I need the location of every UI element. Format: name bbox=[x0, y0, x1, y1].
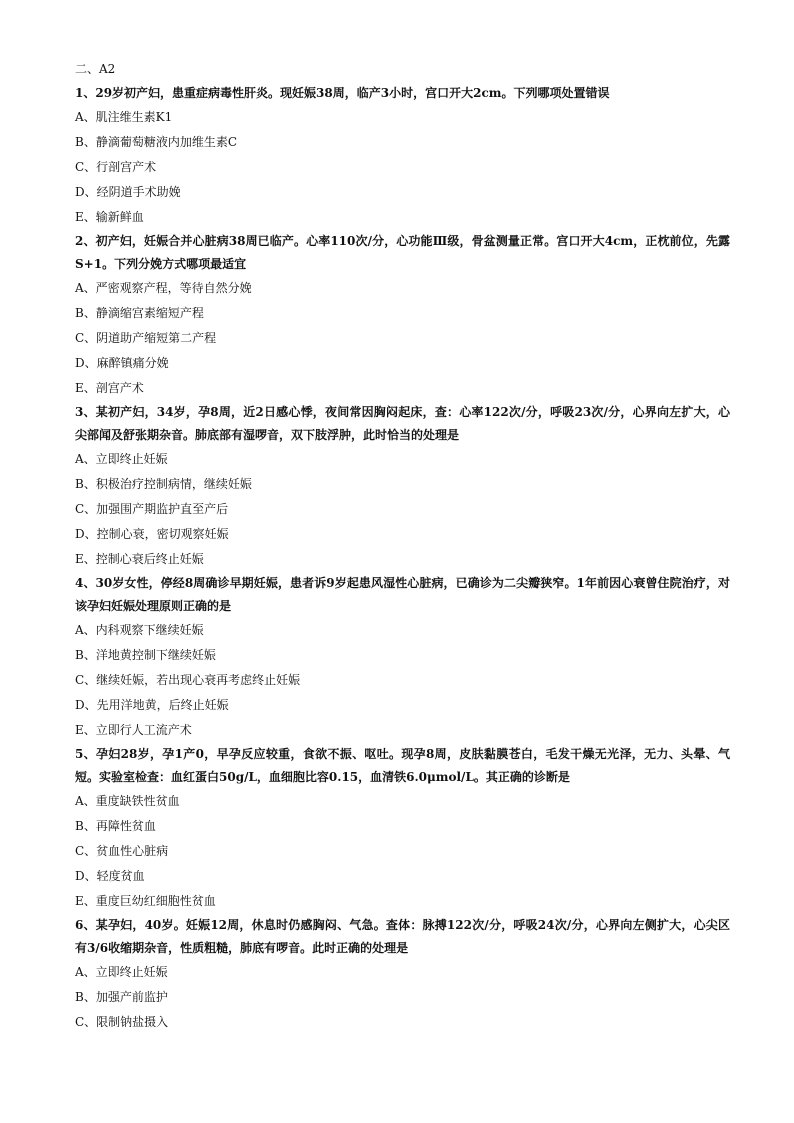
option-a: A、内科观察下继续妊娠 bbox=[75, 623, 204, 637]
option-a: A、立即终止妊娠 bbox=[75, 965, 168, 979]
option-c: C、行剖宫产术 bbox=[75, 160, 157, 174]
option-c: C、阴道助产缩短第二产程 bbox=[75, 331, 217, 345]
option-c: C、加强围产期监护直至产后 bbox=[75, 502, 229, 516]
option-c: C、继续妊娠，若出现心衰再考虑终止妊娠 bbox=[75, 673, 301, 687]
option-b: B、再障性贫血 bbox=[75, 819, 156, 833]
question-3 bbox=[75, 401, 730, 572]
option-b: B、加强产前监护 bbox=[75, 990, 168, 1004]
question-5 bbox=[75, 743, 730, 914]
option-d: D、经阴道手术助娩 bbox=[75, 185, 181, 199]
option-d: D、控制心衰，密切观察妊娠 bbox=[75, 527, 229, 541]
exam-page bbox=[75, 62, 730, 1035]
question-4 bbox=[75, 572, 730, 743]
question-stem: 6、某孕妇，40岁。妊娠12周，休息时仍感胸闷、气急。查体：脉搏122次/分，呼吸24次/分，心界向左侧扩大，心尖区有3/6收缩期杂音，性质粗糙，肺底有啰音。此时正确的处理是 bbox=[75, 918, 730, 955]
option-c: C、贫血性心脏病 bbox=[75, 844, 169, 858]
question-stem: 5、孕妇28岁，孕1产0，早孕反应较重，食欲不振、呕吐。现孕8周，皮肤黏膜苍白，毛发干燥无光泽，无力、头晕、气短。实验室检查：血红蛋白50g/L，血细胞比容0.15，血清铁6.0μmol/L。其正确的诊断是 bbox=[75, 747, 730, 784]
question-6 bbox=[75, 914, 730, 1035]
section-title: 二、A2 bbox=[75, 62, 116, 76]
question-2 bbox=[75, 230, 730, 401]
option-a: A、立即终止妊娠 bbox=[75, 452, 168, 466]
option-b: B、静滴缩宫素缩短产程 bbox=[75, 306, 204, 320]
option-b: B、静滴葡萄糖液内加维生素C bbox=[75, 135, 238, 149]
option-e: E、输新鲜血 bbox=[75, 210, 144, 224]
option-e: E、立即行人工流产术 bbox=[75, 723, 192, 737]
option-d: D、轻度贫血 bbox=[75, 869, 145, 883]
question-stem: 3、某初产妇，34岁，孕8周，近2日感心悸，夜间常因胸闷起床，查：心率122次/分，呼吸23次/分，心界向左扩大，心尖部闻及舒张期杂音。肺底部有湿啰音，双下肢浮肿，此时恰当的处理是 bbox=[75, 405, 730, 442]
option-c: C、限制钠盐摄入 bbox=[75, 1015, 169, 1029]
option-d: D、麻醉镇痛分娩 bbox=[75, 356, 169, 370]
question-1 bbox=[75, 82, 730, 230]
question-stem: 4、30岁女性，停经8周确诊早期妊娠，患者诉9岁起患风湿性心脏病，已确诊为二尖瓣狭窄。1年前因心衰曾住院治疗，对该孕妇妊娠处理原则正确的是 bbox=[75, 576, 730, 613]
option-a: A、严密观察产程，等待自然分娩 bbox=[75, 281, 252, 295]
question-stem: 2、初产妇，妊娠合并心脏病38周已临产。心率110次/分，心功能Ⅲ级，骨盆测量正常。宫口开大4cm，正枕前位，先露S+1。下列分娩方式哪项最适宜 bbox=[75, 234, 730, 271]
option-e: E、控制心衰后终止妊娠 bbox=[75, 552, 204, 566]
option-e: E、重度巨幼红细胞性贫血 bbox=[75, 894, 216, 908]
option-e: E、剖宫产术 bbox=[75, 381, 144, 395]
option-a: A、重度缺铁性贫血 bbox=[75, 794, 180, 808]
option-d: D、先用洋地黄，后终止妊娠 bbox=[75, 698, 229, 712]
option-a: A、肌注维生素K1 bbox=[75, 110, 173, 124]
option-b: B、积极治疗控制病情，继续妊娠 bbox=[75, 477, 252, 491]
question-stem: 1、29岁初产妇，患重症病毒性肝炎。现妊娠38周，临产3小时，宫口开大2cm。下列哪项处置错误 bbox=[75, 86, 610, 100]
option-b: B、洋地黄控制下继续妊娠 bbox=[75, 648, 216, 662]
